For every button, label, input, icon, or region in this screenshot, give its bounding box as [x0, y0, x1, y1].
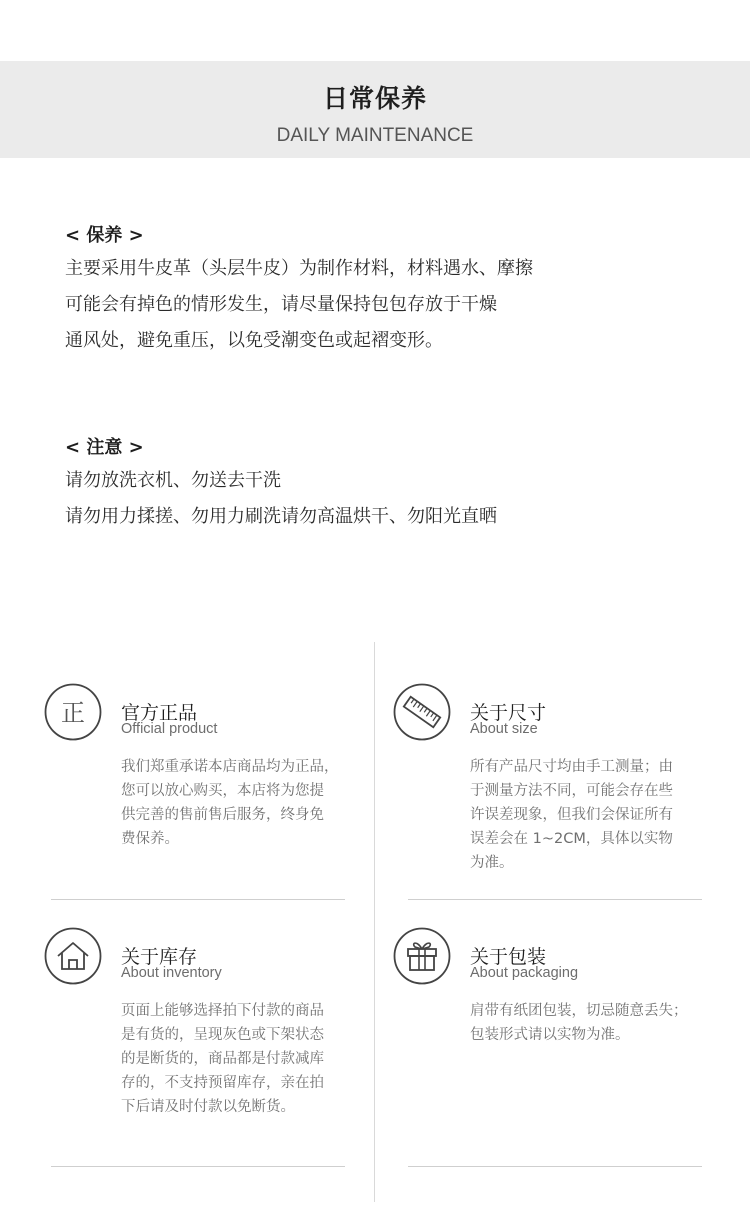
notice-line: 请勿放洗衣机、勿送去干洗	[65, 470, 281, 491]
horizontal-divider	[408, 1166, 702, 1167]
seal-glyph: 正	[61, 699, 85, 727]
description-line: 的是断货的，商品都是付款减库	[121, 1051, 324, 1067]
page-subtitle: DAILY MAINTENANCE	[276, 125, 474, 146]
description-line: 于测量方法不同，可能会存在些	[470, 783, 673, 799]
house-icon	[44, 927, 102, 985]
notice-line: 请勿用力揉搓、勿用力刷洗请勿高温烘干、勿阳光直晒	[65, 506, 497, 527]
description-line: 是有货的，呈现灰色或下架状态	[121, 1027, 324, 1043]
description-line: 误差会在 1~2CM，具体以实物	[470, 831, 673, 847]
maintenance-section	[65, 221, 705, 359]
notice-heading: < 注意 >	[65, 437, 144, 458]
horizontal-divider	[408, 899, 702, 900]
card-description	[121, 755, 361, 851]
header-banner	[0, 61, 750, 158]
description-line: 所有产品尺寸均由手工测量；由	[470, 759, 673, 775]
horizontal-divider	[51, 1166, 345, 1167]
page-title: 日常保养	[322, 84, 427, 113]
maintenance-heading: < 保养 >	[65, 225, 144, 246]
description-line: 下后请及时付款以免断货。	[121, 1099, 295, 1115]
description-line: 供完善的售前售后服务，终身免	[121, 807, 324, 823]
card-title: 关于尺寸	[470, 702, 547, 724]
card-description	[470, 999, 710, 1047]
gift-box-icon	[393, 927, 451, 985]
card-subtitle: About size	[470, 721, 538, 737]
horizontal-divider	[51, 899, 345, 900]
card-subtitle: About packaging	[470, 965, 579, 981]
card-title: 官方正品	[121, 702, 198, 724]
description-line: 页面上能够选择拍下付款的商品	[121, 1003, 324, 1019]
description-line: 您可以放心购买，本店将为您提	[121, 783, 324, 799]
card-subtitle: About inventory	[121, 965, 222, 981]
card-description	[121, 999, 361, 1119]
card-description	[470, 755, 710, 875]
maintenance-line: 通风处，避免重压，以免受潮变色或起褶变形。	[65, 330, 443, 351]
maintenance-line: 可能会有掉色的情形发生，请尽量保持包包存放于干燥	[65, 294, 497, 315]
notice-section	[65, 433, 705, 535]
description-line: 费保养。	[121, 831, 179, 847]
description-line: 肩带有纸团包装，切忌随意丢失；	[470, 1003, 688, 1019]
genuine-seal-icon	[44, 683, 102, 741]
description-line: 我们郑重承诺本店商品均为正品，	[121, 759, 339, 775]
description-line: 存的，不支持预留库存，亲在拍	[121, 1075, 324, 1091]
maintenance-line: 主要采用牛皮革（头层牛皮）为制作材料，材料遇水、摩擦	[65, 258, 533, 279]
ruler-icon	[393, 683, 451, 741]
description-line: 许误差现象，但我们会保证所有	[470, 807, 673, 823]
card-subtitle: Official product	[121, 721, 218, 737]
description-line: 为准。	[470, 855, 514, 871]
description-line: 包装形式请以实物为准。	[470, 1027, 630, 1043]
card-title: 关于库存	[121, 946, 198, 968]
vertical-divider	[374, 642, 375, 1202]
card-title: 关于包装	[470, 946, 547, 968]
